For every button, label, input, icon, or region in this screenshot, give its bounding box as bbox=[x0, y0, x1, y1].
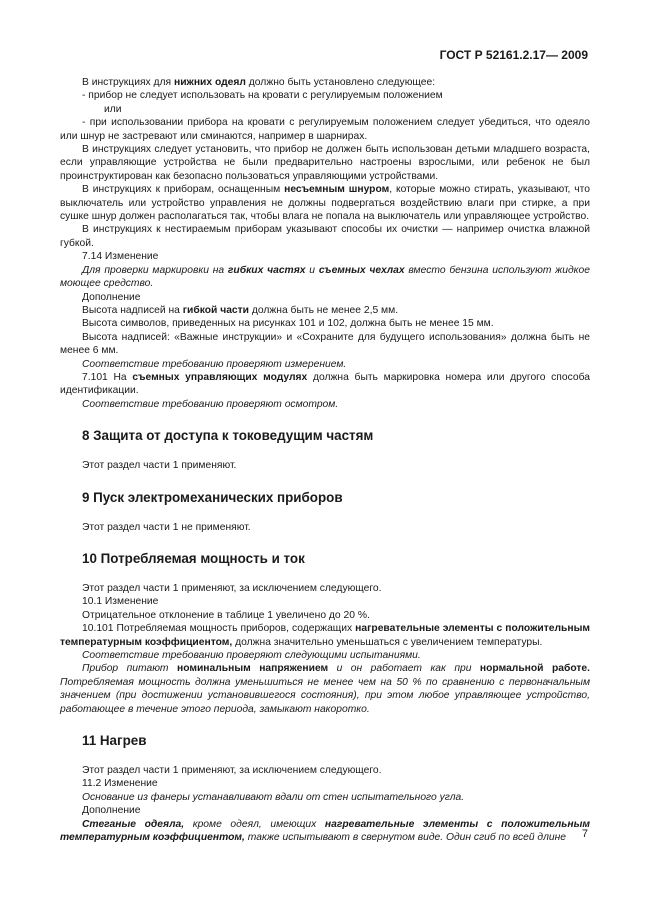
paragraph: Соответствие требованию проверяют измерением. bbox=[82, 358, 347, 370]
paragraph: Дополнение bbox=[82, 805, 141, 817]
paragraph: В инструкциях для нижних одеял должно быть установлено следующее: bbox=[82, 77, 436, 88]
paragraph: Для проверки маркировки на гибких частях и съемных чехлах вместо бензина используют жидкое моющее средство. bbox=[60, 264, 591, 290]
paragraph: Отрицательное отклонение в таблице 1 увеличено до 20 %. bbox=[82, 609, 370, 621]
paragraph: Высота символов, приведенных на рисунках 101 и 102, должна быть не менее 15 мм. bbox=[82, 318, 494, 330]
clause-heading: 10.1 Изменение bbox=[82, 596, 159, 608]
paragraph: В инструкциях следует установить, что прибор не должен быть использован детьми младшего возраста, если управляющие устройства не были предварительно настроены взрослыми, или ребенок не был проинструктирован как безопасно пользоваться управляющими устройствами. bbox=[60, 144, 590, 182]
paragraph: Соответствие требованию проверяют следующими испытаниями. bbox=[82, 650, 421, 661]
paragraph: - прибор не следует использовать на кровати с регулируемым положением bbox=[82, 90, 443, 102]
document-code: ГОСТ Р 52161.2.17— 2009 bbox=[439, 48, 588, 62]
paragraph: Этот раздел части 1 не применяют. bbox=[82, 521, 251, 533]
clause-heading: 11.2 Изменение bbox=[82, 778, 158, 790]
paragraph: Высота надписей: «Важные инструкции» и «Сохраните для будущего использования» должна быть не менее 6 мм. bbox=[60, 331, 590, 357]
clause-heading: 7.14 Изменение bbox=[82, 251, 159, 263]
paragraph: 7.101 На съемных управляющих модулях должна быть маркировка номера или другого способа идентификации. bbox=[60, 371, 590, 397]
paragraph: Соответствие требованию проверяют осмотром. bbox=[82, 398, 339, 410]
paragraph: 10.101 Потребляемая мощность приборов, содержащих нагревательные элементы с положительным температурным коэффициентом, должна значительно уменьшаться с увеличением температуры. bbox=[60, 623, 590, 648]
paragraph: Этот раздел части 1 применяют, за исключением следующего. bbox=[82, 582, 382, 594]
paragraph: Дополнение bbox=[82, 291, 141, 303]
paragraph: В инструкциях к приборам, оснащенным несъемным шнуром, которые можно стирать, указывают, что выключатель или устройство управления не должны подвергаться воздействию влаги при стирке, а при сушке шнур должен располагаться так, чтобы влага не попала на выключатель или управляющее устройство. bbox=[60, 184, 591, 223]
section-title: 11 Нагрев bbox=[82, 733, 147, 749]
paragraph: В инструкциях к нестираемым приборам указывают способы их очистки — например очистка влажной губкой. bbox=[60, 224, 590, 249]
paragraph: Этот раздел части 1 применяют, за исключением следующего. bbox=[82, 765, 382, 777]
paragraph: Основание из фанеры устанавливают вдали от стен испытательного угла. bbox=[82, 791, 465, 803]
section-title: 10 Потребляемая мощность и ток bbox=[82, 550, 305, 566]
paragraph: Этот раздел части 1 применяют. bbox=[82, 460, 237, 472]
paragraph: Стеганые одеяла, кроме одеял, имеющих нагревательные элементы с положительным температурным коэффициентом, также испытывают в свернутом виде. Один сгиб по всей длине bbox=[60, 818, 590, 844]
paragraph: Высота надписей на гибкой части должна быть не менее 2,5 мм. bbox=[82, 304, 399, 316]
paragraph: - при использовании прибора на кровати с регулируемым положением следует убедиться, что одеяло или шнур не застревают или сминаются, например в шарнирах. bbox=[60, 117, 590, 142]
paragraph: Прибор питают номинальным напряжением и он работает как при нормальной работе. Потребляемая мощность должна уменьшиться не менее чем на 50 % по сравнению с первоначальным значением (при достижении установившегося состояния), при этом любое управляющее устройство, работающее в течение этого периода, замыкают накоротко. bbox=[60, 663, 590, 715]
section-title: 8 Защита от доступа к токоведущим частям bbox=[82, 428, 374, 444]
page-content bbox=[60, 76, 590, 844]
paragraph: или bbox=[104, 103, 122, 115]
section-title: 9 Пуск электромеханических приборов bbox=[82, 489, 343, 505]
page-number: 7 bbox=[581, 828, 588, 840]
